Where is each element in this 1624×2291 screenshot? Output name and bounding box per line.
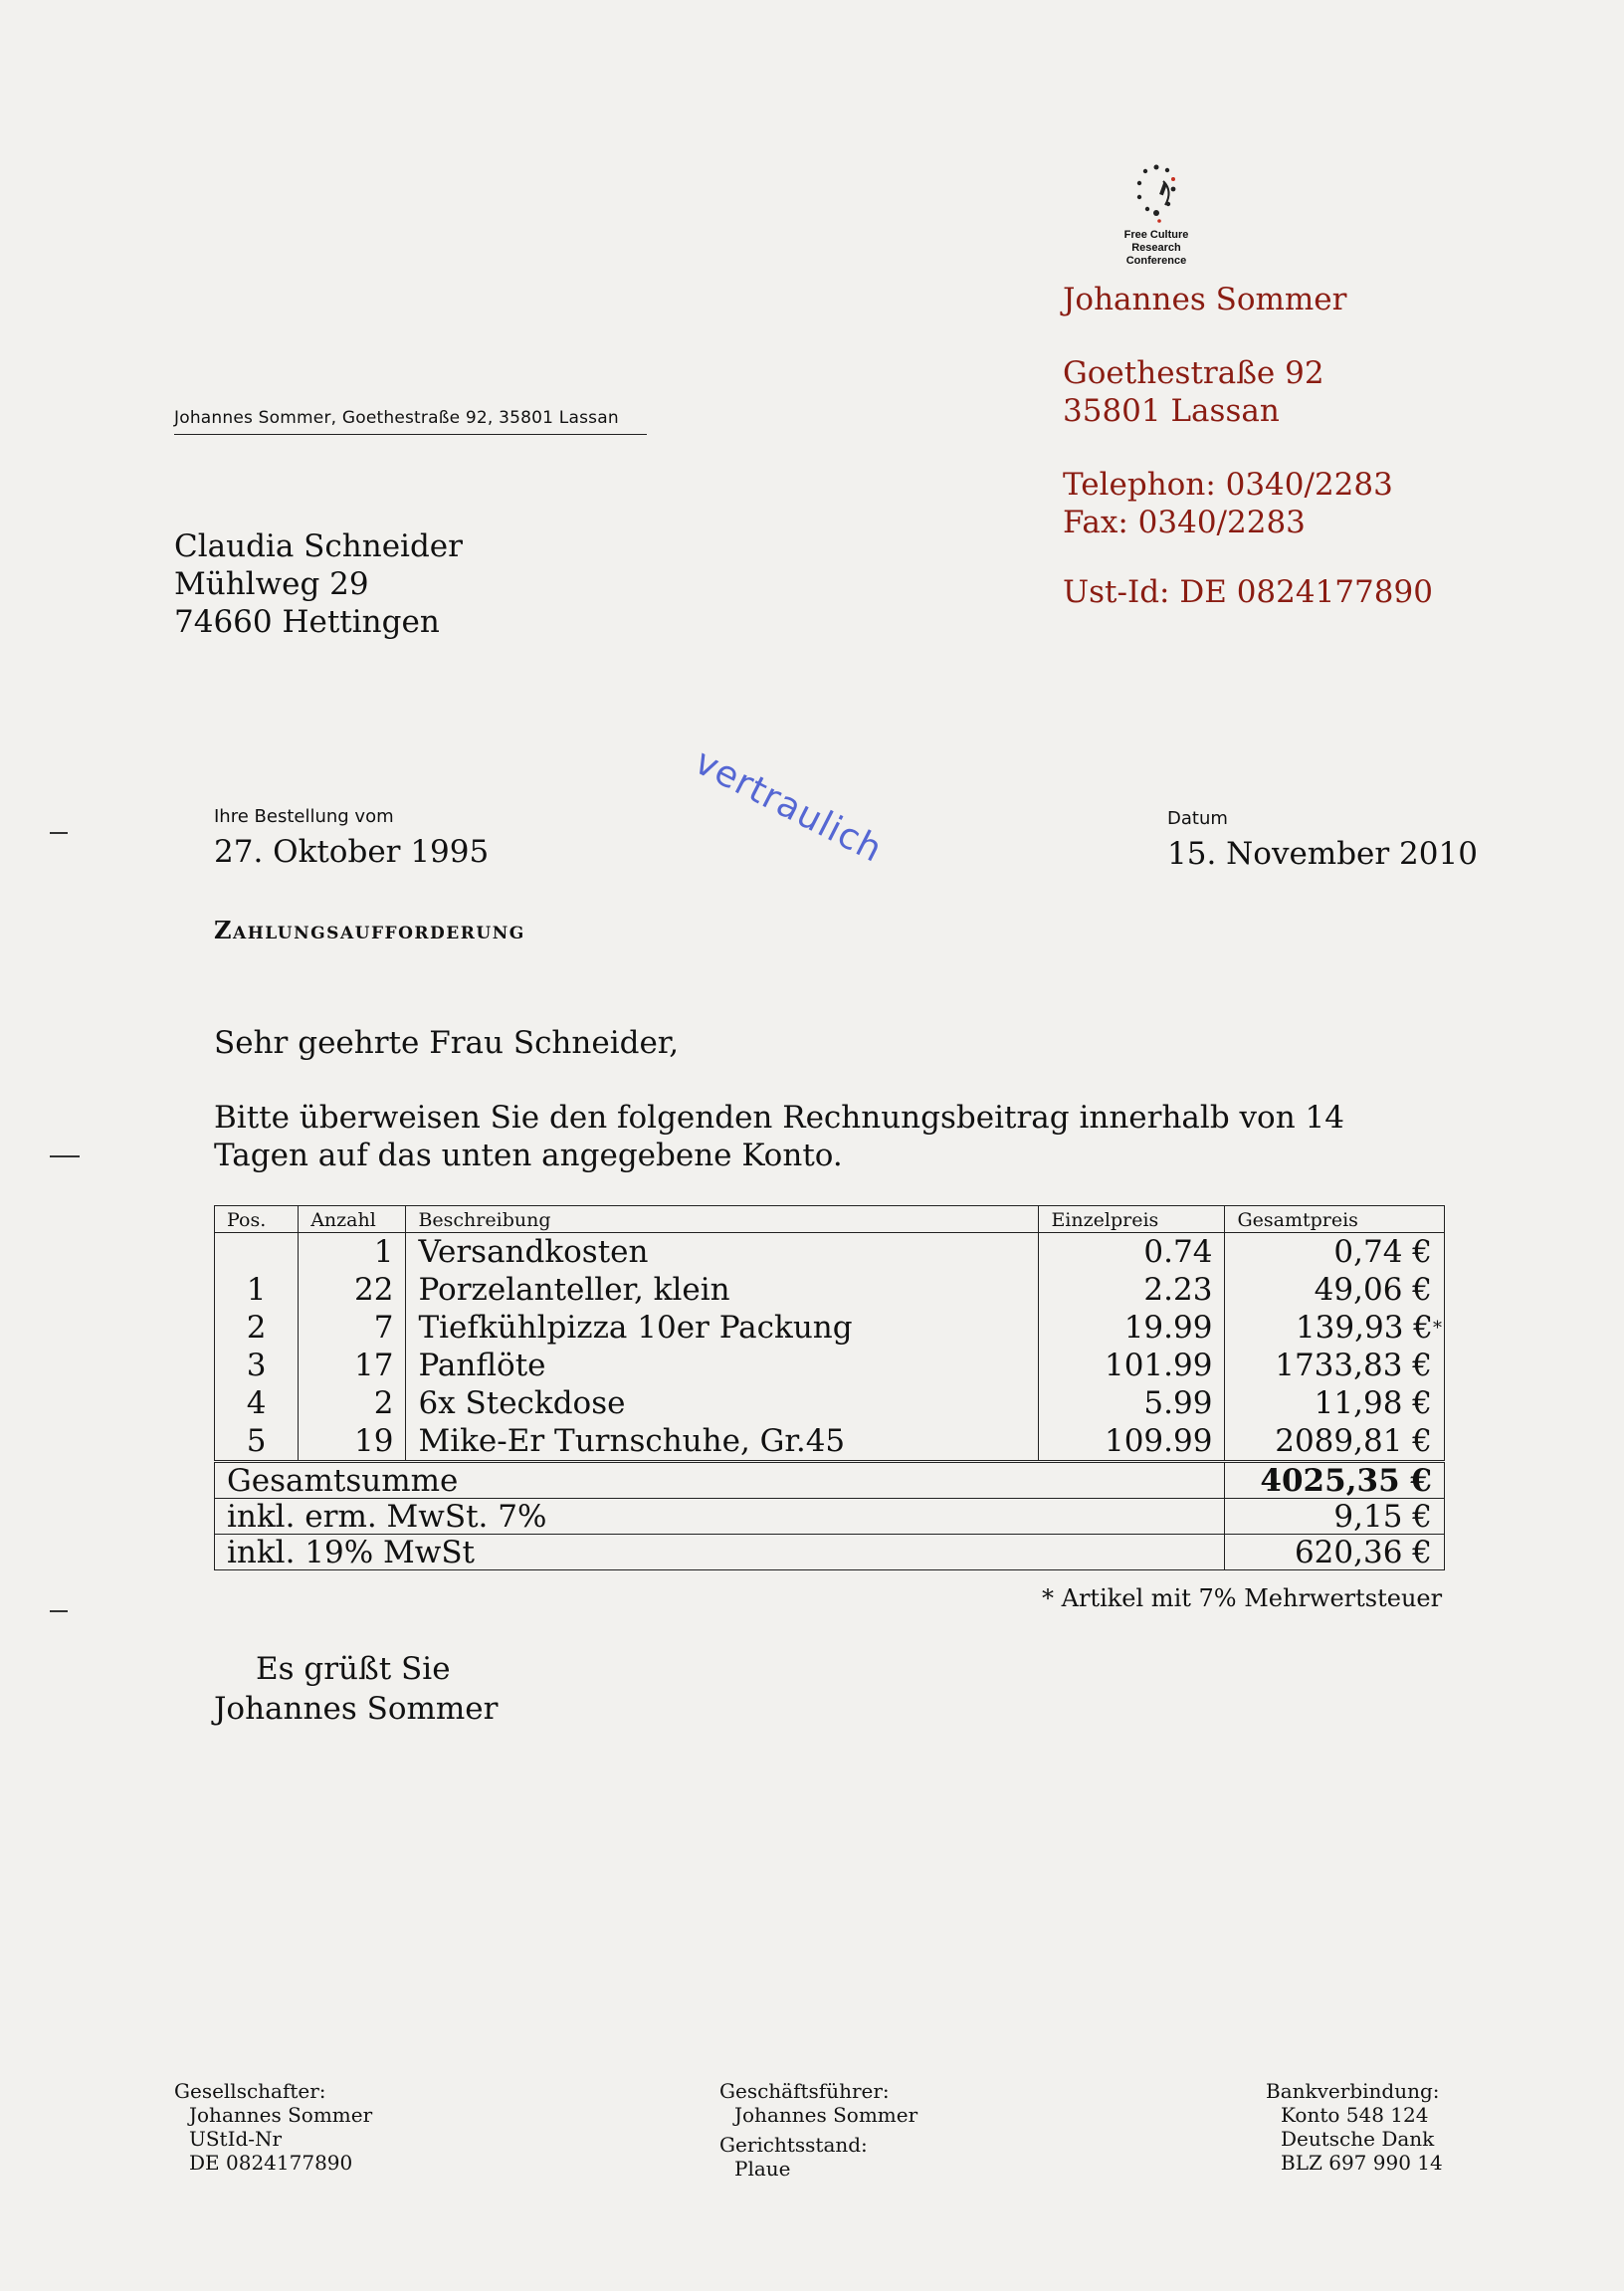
- cell-beschreibung: 6x Steckdose: [406, 1384, 1039, 1422]
- fold-mark: [50, 1155, 80, 1157]
- vat-7-marker: *: [1433, 1317, 1442, 1339]
- recipient-block: [174, 527, 463, 641]
- cell-beschreibung: Tiefkühlpizza 10er Packung: [406, 1309, 1039, 1347]
- totals-table: [214, 1462, 1445, 1570]
- cell-anzahl: 22: [299, 1271, 406, 1309]
- cell-einzelpreis: 0.74: [1039, 1233, 1225, 1272]
- header-pos: Pos.: [215, 1206, 299, 1233]
- recipient-street: Mühlweg 29: [174, 566, 369, 602]
- sender-name: Johannes Sommer: [1063, 282, 1347, 317]
- cell-anzahl: 2: [299, 1384, 406, 1422]
- recipient-name: Claudia Schneider: [174, 528, 463, 564]
- table-row: [215, 1422, 1445, 1461]
- logo-name-line2: Research Conference: [1125, 242, 1187, 267]
- closing-block: [214, 1649, 498, 1729]
- table-row: [215, 1233, 1445, 1272]
- confidential-stamp: vertraulich: [688, 741, 890, 871]
- table-header-row: [215, 1206, 1445, 1233]
- footer-management-title: Geschäftsführer:: [719, 2079, 890, 2103]
- sender-block: [1063, 281, 1433, 611]
- footnote: * Artikel mit 7% Mehrwertsteuer: [1042, 1584, 1443, 1612]
- sender-fax: Fax: 0340/2283: [1063, 505, 1306, 540]
- table-row: [215, 1347, 1445, 1384]
- sender-phone: Telephon: 0340/2283: [1063, 467, 1393, 503]
- footer-vat-label: UStId-Nr: [189, 2127, 283, 2151]
- sender-street: Goethestraße 92: [1063, 355, 1324, 391]
- cell-einzelpreis: 2.23: [1039, 1271, 1225, 1309]
- date-value: 15. November 2010: [1167, 836, 1478, 872]
- footer-bank: [1266, 2079, 1443, 2175]
- body-text: Bitte überweisen Sie den folgenden Rechnungsbeitrag innerhalb von 14 Tagen auf das unten angegebene Konto.: [214, 1100, 1344, 1173]
- vat7-value: 9,15 €: [1225, 1499, 1445, 1535]
- vat7-label: inkl. erm. MwSt. 7%: [215, 1499, 1225, 1535]
- footer-bank-account: Konto 548 124: [1281, 2103, 1429, 2127]
- cell-pos: 1: [215, 1271, 299, 1309]
- footer-management: [719, 2079, 917, 2181]
- cell-einzelpreis: 109.99: [1039, 1422, 1225, 1461]
- header-anzahl: Anzahl: [299, 1206, 406, 1233]
- sender-city: 35801 Lassan: [1063, 393, 1280, 429]
- footer-bank-code: BLZ 697 990 14: [1281, 2151, 1443, 2175]
- cell-beschreibung: Porzelanteller, klein: [406, 1271, 1039, 1309]
- cell-beschreibung: Versandkosten: [406, 1233, 1039, 1272]
- footer-partners-name: Johannes Sommer: [189, 2103, 373, 2127]
- table-row: [215, 1309, 1445, 1347]
- subject-heading: Zahlungsaufforderung: [214, 916, 525, 944]
- vat19-label: inkl. 19% MwSt: [215, 1535, 1225, 1570]
- cell-pos: 2: [215, 1309, 299, 1347]
- cell-gesamtpreis: [1225, 1309, 1445, 1347]
- cell-gesamtpreis: 11,98 €: [1225, 1384, 1445, 1422]
- vat7-row: [215, 1499, 1445, 1535]
- order-date-value: 27. Oktober 1995: [214, 834, 490, 870]
- cell-gesamtpreis: 49,06 €: [1225, 1271, 1445, 1309]
- fold-mark: [50, 832, 68, 834]
- footer-bank-name: Deutsche Dank: [1281, 2127, 1435, 2151]
- total-row: [215, 1463, 1445, 1499]
- cell-pos: 5: [215, 1422, 299, 1461]
- cell-gesamtpreis: 2089,81 €: [1225, 1422, 1445, 1461]
- total-label: Gesamtsumme: [215, 1463, 1225, 1499]
- order-date-label: Ihre Bestellung vom: [214, 806, 394, 827]
- cell-pos: [215, 1233, 299, 1272]
- footer-bank-title: Bankverbindung:: [1266, 2079, 1440, 2103]
- salutation: Sehr geehrte Frau Schneider,: [214, 1025, 680, 1061]
- closing-signature-name: Johannes Sommer: [214, 1691, 499, 1727]
- total-value: 4025,35 €: [1225, 1463, 1445, 1499]
- footer-partners-title: Gesellschafter:: [174, 2079, 326, 2103]
- footer-management-name: Johannes Sommer: [734, 2103, 918, 2127]
- cell-beschreibung: Mike-Er Turnschuhe, Gr.45: [406, 1422, 1039, 1461]
- sender-vat: Ust-Id: DE 0824177890: [1063, 574, 1433, 610]
- logo: [1107, 159, 1206, 268]
- cell-gesamtpreis: 1733,83 €: [1225, 1347, 1445, 1384]
- recipient-city: 74660 Hettingen: [174, 604, 440, 640]
- cell-beschreibung: Panflöte: [406, 1347, 1039, 1384]
- header-einzelpreis: Einzelpreis: [1039, 1206, 1225, 1233]
- cell-anzahl: 1: [299, 1233, 406, 1272]
- cell-einzelpreis: 19.99: [1039, 1309, 1225, 1347]
- table-row: [215, 1384, 1445, 1422]
- vat19-value: 620,36 €: [1225, 1535, 1445, 1570]
- free-culture-dots-icon: [1121, 159, 1191, 229]
- vat19-row: [215, 1535, 1445, 1570]
- cell-gesamtpreis: 0,74 €: [1225, 1233, 1445, 1272]
- footer-partners: [174, 2079, 372, 2175]
- footer-court-label: Gerichtsstand:: [719, 2133, 868, 2157]
- items-table: [214, 1205, 1445, 1461]
- cell-pos: 3: [215, 1347, 299, 1384]
- closing-greeting: Es grüßt Sie: [256, 1651, 451, 1687]
- cell-anzahl: 7: [299, 1309, 406, 1347]
- header-beschreibung: Beschreibung: [406, 1206, 1039, 1233]
- cell-einzelpreis: 101.99: [1039, 1347, 1225, 1384]
- table-row: [215, 1271, 1445, 1309]
- fold-mark: [50, 1610, 68, 1612]
- cell-anzahl: 17: [299, 1347, 406, 1384]
- footer-court-value: Plaue: [734, 2157, 791, 2181]
- cell-gesamtpreis-value: 139,93 €: [1295, 1309, 1433, 1346]
- logo-name-line1: Free Culture: [1123, 229, 1189, 241]
- cell-anzahl: 19: [299, 1422, 406, 1461]
- footer-vat-value: DE 0824177890: [189, 2151, 353, 2175]
- date-label: Datum: [1167, 808, 1228, 829]
- return-address: Johannes Sommer, Goethestraße 92, 35801 Lassan: [174, 408, 647, 435]
- cell-pos: 4: [215, 1384, 299, 1422]
- cell-einzelpreis: 5.99: [1039, 1384, 1225, 1422]
- header-gesamtpreis: Gesamtpreis: [1225, 1206, 1445, 1233]
